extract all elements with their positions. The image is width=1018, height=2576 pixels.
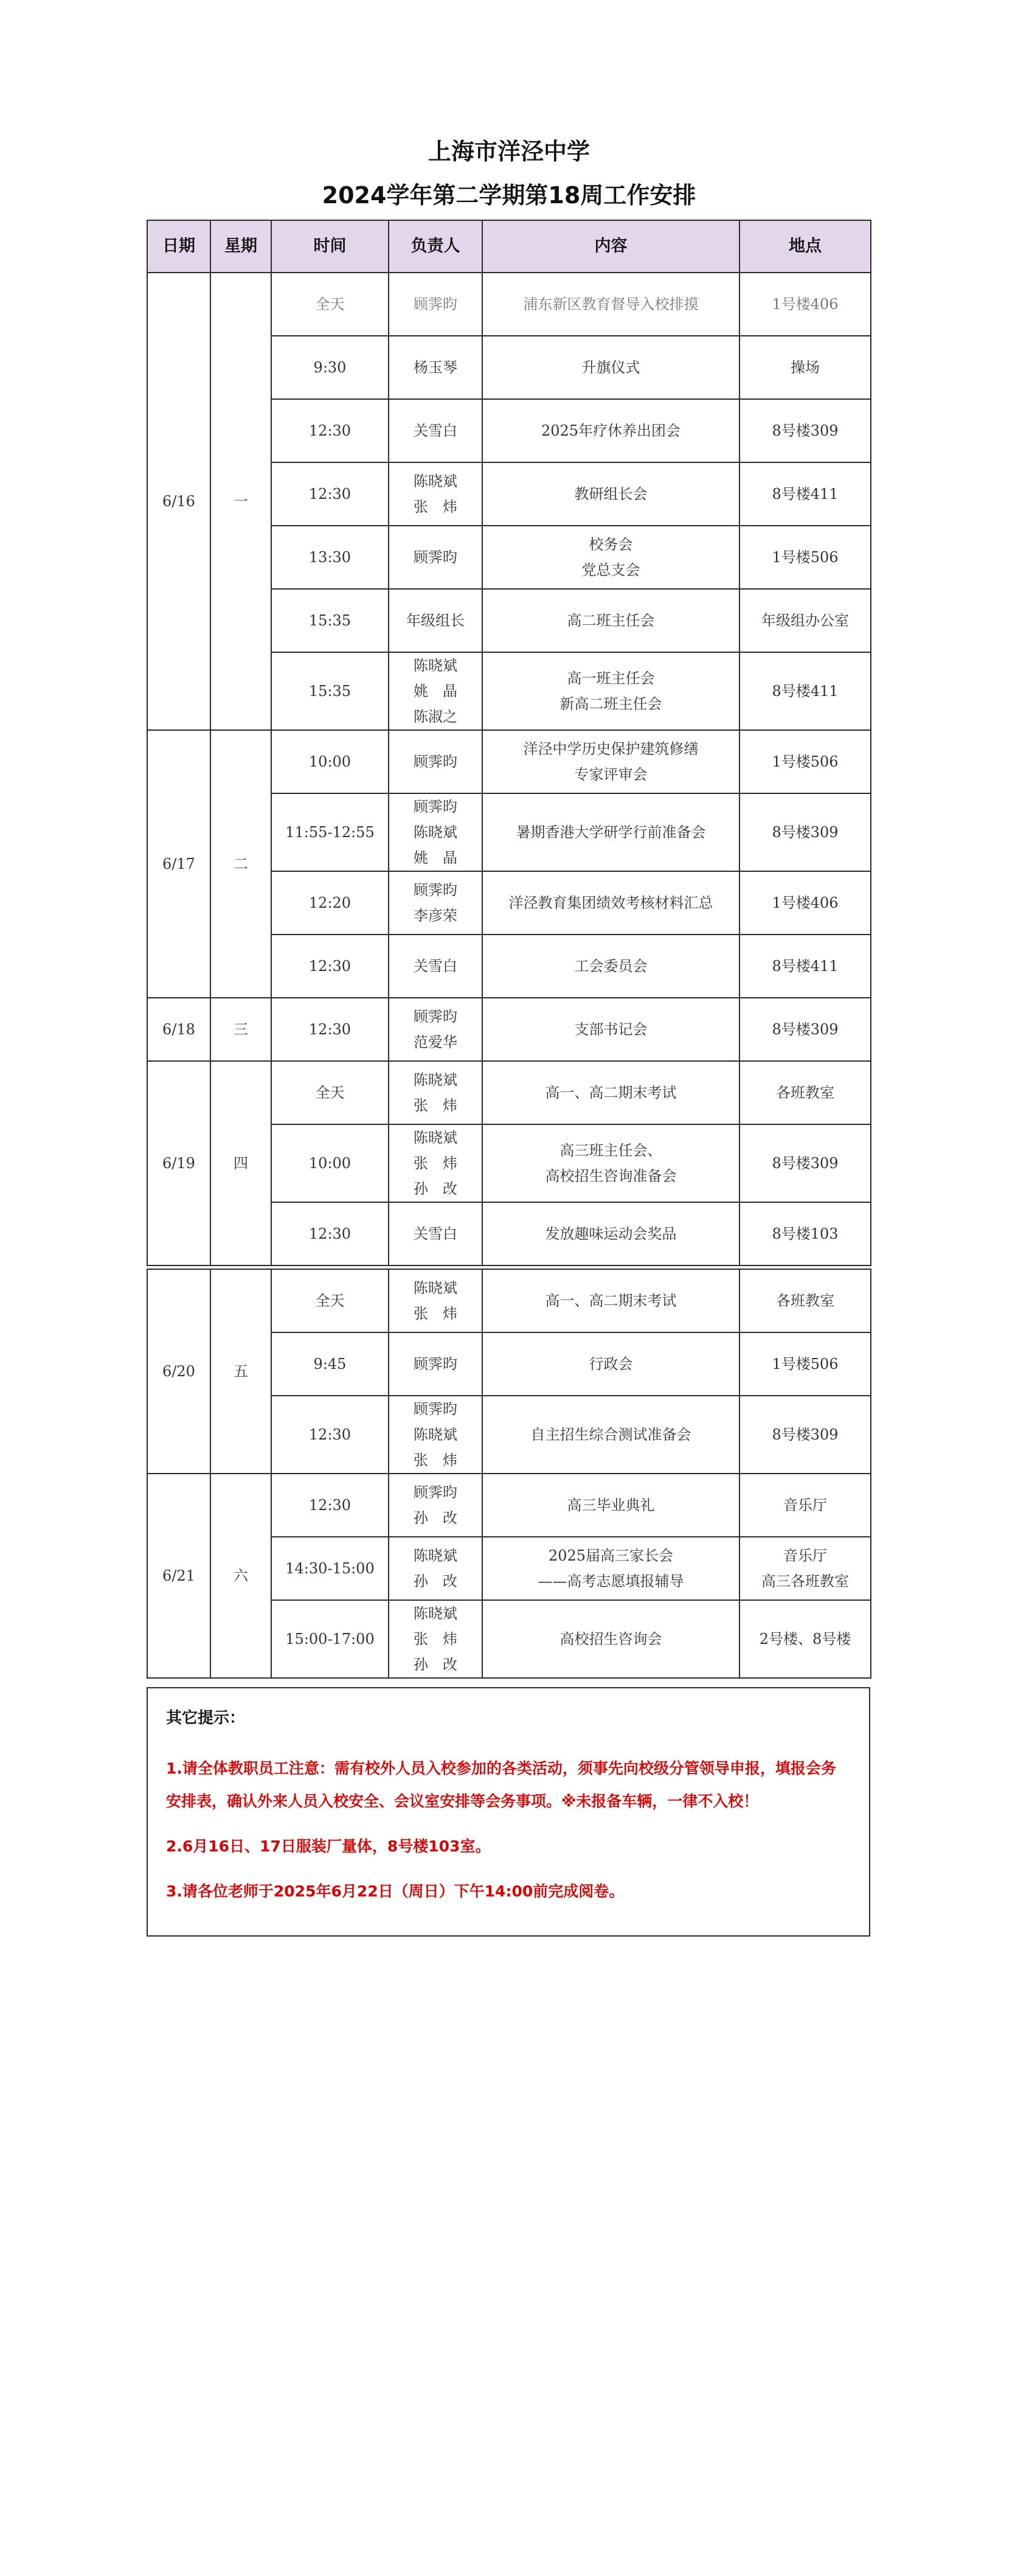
person-name: 关雪白 bbox=[414, 1225, 457, 1242]
header-weekday: 星期 bbox=[210, 220, 271, 273]
location-cell bbox=[739, 730, 871, 793]
person-name: 范爱华 bbox=[414, 1034, 457, 1051]
location-cell bbox=[739, 273, 871, 336]
weekday-cell: 五 bbox=[210, 1269, 271, 1474]
content-line: 暑期香港大学研学行前准备会 bbox=[516, 824, 706, 841]
content-line: 高校招生咨询准备会 bbox=[545, 1168, 677, 1185]
person-name: 李彦荣 bbox=[414, 907, 457, 924]
person-name: 陈晓斌 bbox=[414, 1605, 457, 1622]
table-row bbox=[147, 273, 871, 336]
person-name: 顾霁昀 bbox=[414, 1401, 457, 1418]
time-cell: 15:35 bbox=[271, 652, 389, 730]
table-row bbox=[147, 1474, 871, 1537]
person-cell bbox=[389, 1396, 482, 1474]
content-line: 高三毕业典礼 bbox=[567, 1497, 655, 1514]
person-name: 顾霁昀 bbox=[414, 1008, 457, 1025]
location-cell bbox=[739, 1537, 871, 1600]
location-cell bbox=[739, 871, 871, 935]
location-line: 1号楼406 bbox=[772, 296, 839, 313]
location-line: 8号楼309 bbox=[772, 1155, 839, 1172]
person-cell bbox=[389, 589, 482, 652]
content-cell bbox=[482, 462, 739, 526]
time-cell: 12:30 bbox=[271, 399, 389, 462]
person-name: 顾霁昀 bbox=[414, 798, 457, 815]
note-item: 2.6月16日、17日服装厂量体，8号楼103室。 bbox=[166, 1837, 491, 1855]
person-cell bbox=[389, 399, 482, 462]
content-line: 行政会 bbox=[589, 1356, 633, 1373]
location-cell bbox=[739, 526, 871, 589]
school-name: 上海市洋泾中学 bbox=[428, 138, 590, 165]
person-name: 顾霁昀 bbox=[414, 549, 457, 566]
time-cell: 15:00-17:00 bbox=[271, 1600, 389, 1678]
content-line: ——高考志愿填报辅导 bbox=[538, 1573, 684, 1590]
content-line: 洋泾中学历史保护建筑修缮 bbox=[523, 740, 699, 757]
location-line: 音乐厅 bbox=[783, 1547, 827, 1564]
location-cell bbox=[739, 589, 871, 652]
weekday-cell: 一 bbox=[210, 273, 271, 730]
person-cell bbox=[389, 1332, 482, 1396]
date-cell: 6/19 bbox=[147, 1061, 210, 1265]
content-cell bbox=[482, 1202, 739, 1265]
location-cell bbox=[739, 1269, 871, 1332]
weekday-cell: 六 bbox=[210, 1474, 271, 1678]
location-line: 8号楼411 bbox=[772, 486, 839, 503]
person-name: 杨玉琴 bbox=[414, 359, 457, 376]
time-cell: 12:30 bbox=[271, 1396, 389, 1474]
time-cell: 15:35 bbox=[271, 589, 389, 652]
content-cell bbox=[482, 998, 739, 1061]
person-cell bbox=[389, 1537, 482, 1600]
content-line: 高校招生咨询会 bbox=[559, 1631, 662, 1648]
content-line: 专家评审会 bbox=[574, 766, 648, 783]
location-cell bbox=[739, 1202, 871, 1265]
content-cell bbox=[482, 1332, 739, 1396]
person-cell bbox=[389, 1600, 482, 1678]
person-name: 陈晓斌 bbox=[414, 824, 457, 841]
location-cell bbox=[739, 1396, 871, 1474]
person-cell bbox=[389, 462, 482, 526]
location-line: 8号楼411 bbox=[772, 683, 839, 700]
location-line: 8号楼309 bbox=[772, 422, 839, 439]
location-line: 1号楼506 bbox=[772, 753, 839, 770]
person-name: 张 炜 bbox=[414, 498, 457, 515]
person-cell bbox=[389, 1269, 482, 1332]
location-cell bbox=[739, 652, 871, 730]
person-name: 陈淑之 bbox=[414, 708, 457, 725]
time-cell: 全天 bbox=[271, 273, 389, 336]
person-cell bbox=[389, 998, 482, 1061]
location-line: 1号楼506 bbox=[772, 1356, 839, 1373]
time-cell: 9:30 bbox=[271, 336, 389, 399]
header-location: 地点 bbox=[739, 220, 871, 273]
person-cell bbox=[389, 273, 482, 336]
person-name: 顾霁昀 bbox=[414, 1484, 457, 1501]
person-name: 张 炜 bbox=[414, 1631, 457, 1648]
person-name: 孙 改 bbox=[414, 1509, 457, 1526]
person-cell bbox=[389, 336, 482, 399]
time-cell: 12:30 bbox=[271, 1202, 389, 1265]
date-cell: 6/17 bbox=[147, 730, 210, 998]
content-line: 高三班主任会、 bbox=[559, 1142, 662, 1159]
content-cell bbox=[482, 730, 739, 793]
time-cell: 11:55-12:55 bbox=[271, 793, 389, 871]
person-cell bbox=[389, 871, 482, 935]
person-name: 陈晓斌 bbox=[414, 1426, 457, 1443]
person-name: 陈晓斌 bbox=[414, 1279, 457, 1297]
person-cell bbox=[389, 526, 482, 589]
person-cell bbox=[389, 652, 482, 730]
person-cell bbox=[389, 935, 482, 998]
time-cell: 12:30 bbox=[271, 998, 389, 1061]
time-cell: 12:30 bbox=[271, 462, 389, 526]
header-time: 时间 bbox=[271, 220, 389, 273]
content-line: 高二班主任会 bbox=[567, 612, 655, 629]
location-line: 1号楼406 bbox=[772, 894, 839, 911]
content-cell bbox=[482, 1061, 739, 1124]
person-name: 陈晓斌 bbox=[414, 657, 457, 674]
content-line: 党总支会 bbox=[581, 562, 640, 579]
location-cell bbox=[739, 935, 871, 998]
person-name: 孙 改 bbox=[414, 1180, 457, 1197]
content-line: 发放趣味运动会奖品 bbox=[545, 1225, 677, 1242]
person-name: 年级组长 bbox=[406, 612, 465, 629]
location-line: 8号楼309 bbox=[772, 824, 839, 841]
date-cell: 6/20 bbox=[147, 1269, 210, 1474]
header-content: 内容 bbox=[482, 220, 739, 273]
content-cell bbox=[482, 1537, 739, 1600]
location-cell bbox=[739, 793, 871, 871]
location-line: 各班教室 bbox=[776, 1292, 834, 1309]
content-line: 高一、高二期末考试 bbox=[545, 1292, 677, 1309]
table-row bbox=[147, 1269, 871, 1332]
content-line: 高一、高二期末考试 bbox=[545, 1084, 677, 1101]
content-cell bbox=[482, 526, 739, 589]
person-name: 顾霁昀 bbox=[414, 296, 457, 313]
content-cell bbox=[482, 793, 739, 871]
table-row bbox=[147, 998, 871, 1061]
time-cell: 9:45 bbox=[271, 1332, 389, 1396]
schedule-table-2 bbox=[147, 1269, 871, 1679]
weekday-cell: 三 bbox=[210, 998, 271, 1061]
table-header-row bbox=[147, 220, 871, 273]
location-cell bbox=[739, 1600, 871, 1678]
person-name: 孙 改 bbox=[414, 1656, 457, 1673]
location-line: 高三各班教室 bbox=[761, 1573, 849, 1590]
notes-box bbox=[147, 1687, 870, 1937]
content-line: 2025届高三家长会 bbox=[548, 1547, 674, 1564]
time-cell: 12:30 bbox=[271, 935, 389, 998]
person-name: 陈晓斌 bbox=[414, 1547, 457, 1564]
weekday-cell: 四 bbox=[210, 1061, 271, 1265]
person-name: 姚 晶 bbox=[414, 683, 457, 700]
person-cell bbox=[389, 1202, 482, 1265]
content-cell bbox=[482, 652, 739, 730]
person-name: 张 炜 bbox=[414, 1452, 457, 1469]
location-line: 操场 bbox=[791, 359, 820, 376]
person-name: 陈晓斌 bbox=[414, 473, 457, 490]
location-line: 年级组办公室 bbox=[761, 612, 849, 629]
person-name: 张 炜 bbox=[414, 1097, 457, 1114]
location-line: 各班教室 bbox=[776, 1084, 834, 1101]
note-item: 1.请全体教职员工注意：需有校外人员入校参加的各类活动，须事先向校级分管领导申报，填报会务安排表，确认外来人员入校安全、会议室安排等会务事项。※未报备车辆，一律不入校！ bbox=[166, 1760, 836, 1810]
date-cell: 6/21 bbox=[147, 1474, 210, 1678]
person-name: 陈晓斌 bbox=[414, 1129, 457, 1146]
person-name: 张 炜 bbox=[414, 1305, 457, 1322]
person-name: 顾霁昀 bbox=[414, 882, 457, 899]
location-cell bbox=[739, 1124, 871, 1202]
time-cell: 12:30 bbox=[271, 1474, 389, 1537]
person-name: 关雪白 bbox=[414, 958, 457, 975]
person-cell bbox=[389, 793, 482, 871]
content-cell bbox=[482, 273, 739, 336]
person-name: 顾霁昀 bbox=[414, 753, 457, 770]
header-date: 日期 bbox=[147, 220, 210, 273]
content-cell bbox=[482, 1474, 739, 1537]
location-line: 8号楼103 bbox=[772, 1225, 839, 1242]
date-cell: 6/18 bbox=[147, 998, 210, 1061]
content-line: 支部书记会 bbox=[574, 1021, 648, 1038]
location-line: 8号楼309 bbox=[772, 1021, 839, 1038]
time-cell: 全天 bbox=[271, 1061, 389, 1124]
content-line: 教研组长会 bbox=[574, 486, 648, 503]
note-item: 3.请各位老师于2025年6月22日（周日）下午14:00前完成阅卷。 bbox=[166, 1882, 625, 1900]
content-line: 高一班主任会 bbox=[567, 670, 655, 687]
weekday-cell: 二 bbox=[210, 730, 271, 998]
location-cell bbox=[739, 998, 871, 1061]
time-cell: 10:00 bbox=[271, 1124, 389, 1202]
location-cell bbox=[739, 1474, 871, 1537]
content-cell bbox=[482, 1269, 739, 1332]
notes-title: 其它提示： bbox=[166, 1709, 246, 1727]
person-name: 关雪白 bbox=[414, 422, 457, 439]
page-title: 2024学年第二学期第18周工作安排 bbox=[322, 182, 696, 209]
location-cell bbox=[739, 399, 871, 462]
location-line: 音乐厅 bbox=[783, 1497, 827, 1514]
location-cell bbox=[739, 462, 871, 526]
person-name: 陈晓斌 bbox=[414, 1071, 457, 1088]
location-line: 2号楼、8号楼 bbox=[759, 1631, 851, 1648]
time-cell: 13:30 bbox=[271, 526, 389, 589]
time-cell: 14:30-15:00 bbox=[271, 1537, 389, 1600]
content-line: 浦东新区教育督导入校排摸 bbox=[523, 296, 699, 313]
person-cell bbox=[389, 1061, 482, 1124]
person-name: 孙 改 bbox=[414, 1573, 457, 1590]
content-cell bbox=[482, 399, 739, 462]
content-cell bbox=[482, 1600, 739, 1678]
content-line: 新高二班主任会 bbox=[559, 695, 662, 712]
person-cell bbox=[389, 730, 482, 793]
person-cell bbox=[389, 1474, 482, 1537]
location-line: 8号楼411 bbox=[772, 958, 839, 975]
location-line: 1号楼506 bbox=[772, 549, 839, 566]
time-cell: 10:00 bbox=[271, 730, 389, 793]
table-row bbox=[147, 730, 871, 793]
table-row bbox=[147, 1061, 871, 1124]
content-cell bbox=[482, 935, 739, 998]
location-line: 8号楼309 bbox=[772, 1426, 839, 1443]
content-cell bbox=[482, 589, 739, 652]
content-line: 自主招生综合测试准备会 bbox=[530, 1426, 691, 1443]
content-line: 校务会 bbox=[589, 536, 633, 553]
location-cell bbox=[739, 1061, 871, 1124]
location-cell bbox=[739, 1332, 871, 1396]
content-line: 工会委员会 bbox=[574, 958, 648, 975]
content-cell bbox=[482, 336, 739, 399]
person-name: 顾霁昀 bbox=[414, 1356, 457, 1373]
content-cell bbox=[482, 871, 739, 935]
content-cell bbox=[482, 1396, 739, 1474]
content-line: 洋泾教育集团绩效考核材料汇总 bbox=[508, 894, 713, 911]
person-name: 姚 晶 bbox=[414, 849, 457, 866]
location-cell bbox=[739, 336, 871, 399]
date-cell: 6/16 bbox=[147, 273, 210, 730]
header-person: 负责人 bbox=[389, 220, 482, 273]
content-line: 2025年疗休养出团会 bbox=[541, 422, 681, 439]
time-cell: 全天 bbox=[271, 1269, 389, 1332]
time-cell: 12:20 bbox=[271, 871, 389, 935]
person-cell bbox=[389, 1124, 482, 1202]
schedule-table-1 bbox=[147, 220, 871, 1266]
content-line: 升旗仪式 bbox=[581, 359, 640, 376]
content-cell bbox=[482, 1124, 739, 1202]
person-name: 张 炜 bbox=[414, 1155, 457, 1172]
